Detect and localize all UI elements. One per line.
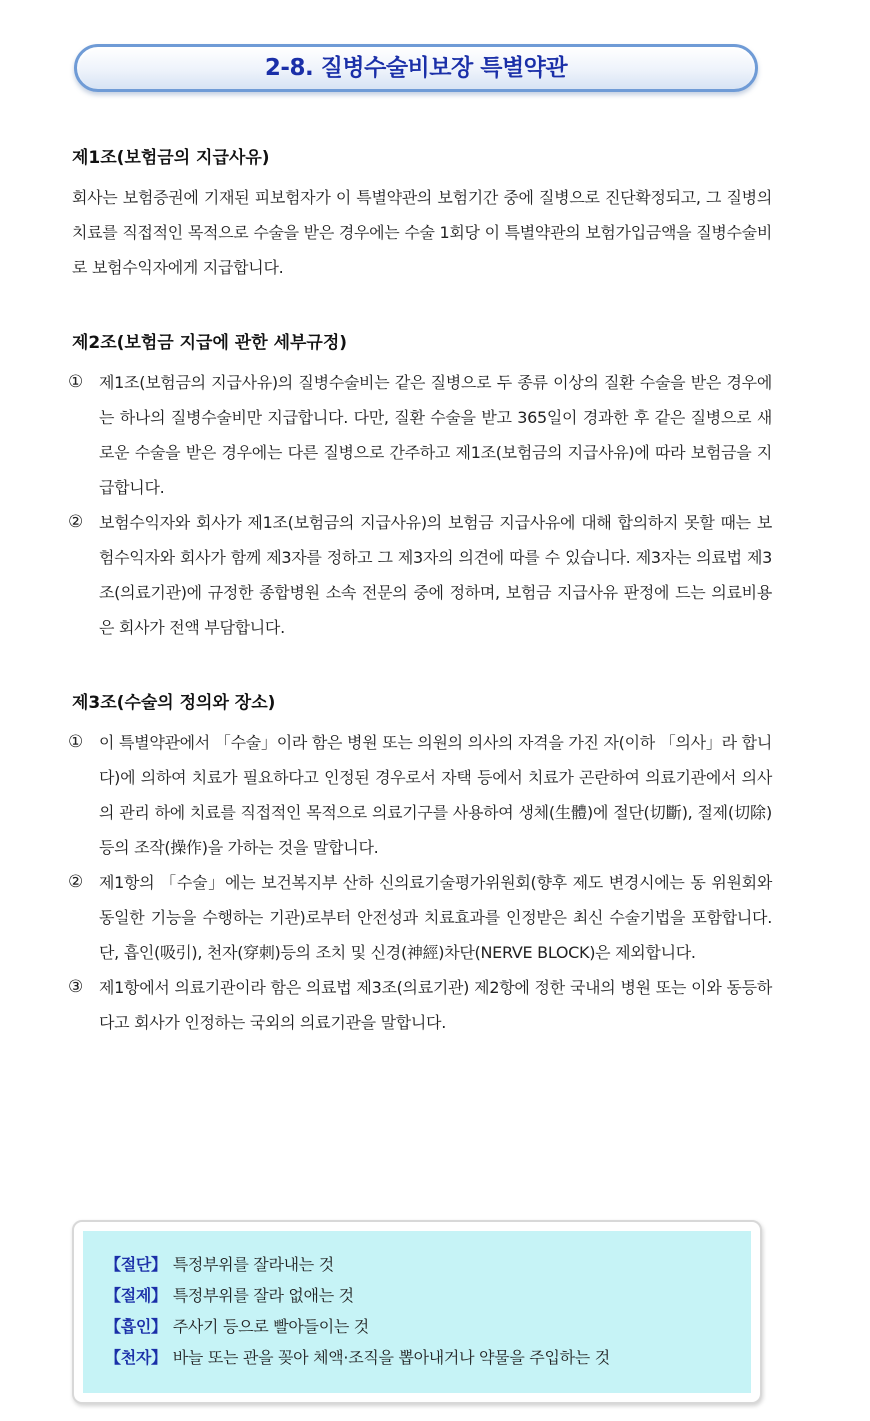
glossary-item xyxy=(105,1249,751,1280)
glossary-term: 【천자】 xyxy=(105,1348,167,1367)
clause-number: ② xyxy=(68,512,83,532)
glossary-definition: 특정부위를 잘라내는 것 xyxy=(172,1255,334,1274)
glossary-panel xyxy=(83,1231,751,1393)
glossary-box xyxy=(72,1220,762,1404)
glossary-definition: 특정부위를 잘라 없애는 것 xyxy=(172,1286,354,1305)
article-body: 회사는 보험증권에 기재된 피보험자가 이 특별약관의 보험기간 중에 질병으로 진단확정되고, 그 질병의 치료를 직접적인 목적으로 수술을 받은 경우에는 수술 1회당 이 특별약관의 보험가입금액을 질병수술비로 보험수익자에게 지급합니다. xyxy=(72,188,772,277)
clause-text: 이 특별약관에서 「수술」이라 함은 병원 또는 의원의 의사의 자격을 가진 자(이하 「의사」라 합니다)에 의하여 치료가 필요하다고 인정된 경우로서 자택 등에서 치료가 곤란하여 의료기관에서 의사의 관리 하에 치료를 직접적인 목적으로 의료기구를 사용하여 생체(生體)에 절단(切斷), 절제(切除) 등의 조작(操作)을 가하는 것을 말합니다. xyxy=(99,733,772,857)
article-3 xyxy=(68,687,772,1040)
glossary-definition: 바늘 또는 관을 꽂아 체액·조직을 뽑아내거나 약물을 주입하는 것 xyxy=(172,1348,610,1367)
clause-number: ③ xyxy=(68,977,83,997)
glossary-term: 【흡인】 xyxy=(105,1317,167,1336)
glossary-item xyxy=(105,1280,751,1311)
clause-text: 보험수익자와 회사가 제1조(보험금의 지급사유)의 보험금 지급사유에 대해 합의하지 못할 때는 보험수익자와 회사가 함께 제3자를 정하고 그 제3자의 의견에 따를 수 있습니다. 제3자는 의료법 제3조(의료기관)에 규정한 종합병원 소속 전문의 중에 정하며, 보험금 지급사유 판정에 드는 의료비용은 회사가 전액 부담합니다. xyxy=(99,513,772,637)
clause-item xyxy=(68,725,772,865)
glossary-term: 【절단】 xyxy=(105,1255,167,1274)
article-2 xyxy=(68,327,772,645)
article-heading: 제2조(보험금 지급에 관한 세부규정) xyxy=(72,333,348,353)
clause-text: 제1항의 「수술」에는 보건복지부 산하 신의료기술평가위원회(향후 제도 변경시에는 동 위원회와 동일한 기능을 수행하는 기관)로부터 안전성과 치료효과를 인정받은 최신 수술기법을 포함합니다. 단, 흡인(吸引), 천자(穿刺)등의 조치 및 신경(神經)차단(NERVE BLOCK)은 제외합니다. xyxy=(99,873,772,962)
clause-text: 제1조(보험금의 지급사유)의 질병수술비는 같은 질병으로 두 종류 이상의 질환 수술을 받은 경우에는 하나의 질병수술비만 지급합니다. 다만, 질환 수술을 받고 365일이 경과한 후 같은 질병으로 새로운 수술을 받은 경우에는 다른 질병으로 간주하고 제1조(보험금의 지급사유)에 따라 보험금을 지급합니다. xyxy=(99,373,772,497)
document-body xyxy=(68,142,772,1082)
glossary-item xyxy=(105,1342,751,1373)
clause-item xyxy=(68,970,772,1040)
glossary-definition: 주사기 등으로 빨아들이는 것 xyxy=(172,1317,369,1336)
clause-item xyxy=(68,505,772,645)
page-title: 2-8. 질병수술비보장 특별약관 xyxy=(74,44,758,92)
article-1 xyxy=(72,142,772,285)
clause-item xyxy=(68,365,772,505)
article-heading: 제1조(보험금의 지급사유) xyxy=(72,148,270,168)
clause-number: ② xyxy=(68,872,83,892)
glossary-item xyxy=(105,1311,751,1342)
article-heading: 제3조(수술의 정의와 장소) xyxy=(72,693,276,713)
clause-number: ① xyxy=(68,732,83,752)
clause-item xyxy=(68,865,772,970)
clause-text: 제1항에서 의료기관이라 함은 의료법 제3조(의료기관) 제2항에 정한 국내의 병원 또는 이와 동등하다고 회사가 인정하는 국외의 의료기관을 말합니다. xyxy=(99,978,772,1032)
clause-number: ① xyxy=(68,372,83,392)
glossary-term: 【절제】 xyxy=(105,1286,167,1305)
